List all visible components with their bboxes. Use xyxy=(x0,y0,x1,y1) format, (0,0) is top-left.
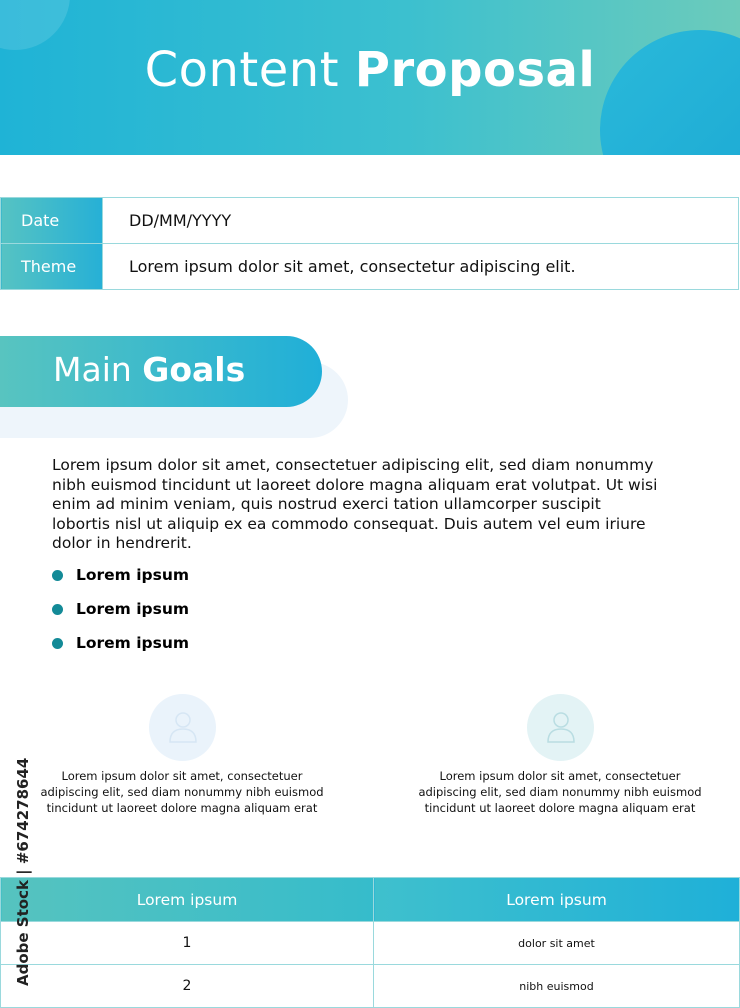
title-bold: Proposal xyxy=(354,42,596,98)
bullet-dot-icon xyxy=(52,604,63,615)
section-title-bold: Goals xyxy=(142,350,246,389)
user-icon xyxy=(168,710,198,744)
bullet-dot-icon xyxy=(52,570,63,581)
stock-id-watermark xyxy=(12,757,34,990)
column-header: Lorem ipsum xyxy=(1,878,374,922)
info-table xyxy=(0,197,739,290)
section-title-light: Main xyxy=(53,350,132,389)
table-row xyxy=(1,965,740,1008)
list-item xyxy=(52,631,189,665)
theme-value: Lorem ipsum dolor sit amet, consectetur adipiscing elit. xyxy=(103,244,739,290)
card-text: Lorem ipsum dolor sit amet, consectetuer adipiscing elit, sed diam nonummy nibh euismod tincidunt ut laoreet dolore magna aliquam erat xyxy=(418,769,702,815)
bullet-dot-icon xyxy=(52,638,63,649)
table-cell: 1 xyxy=(1,922,374,965)
list-item xyxy=(52,597,189,631)
table-cell: nibh euismod xyxy=(374,965,740,1008)
list-item-label: Lorem ipsum xyxy=(76,600,190,618)
goals-bullet-list xyxy=(52,563,189,665)
data-table xyxy=(0,877,740,1008)
date-label: Date xyxy=(1,198,103,244)
table-header-row xyxy=(1,878,740,922)
list-item xyxy=(52,563,189,597)
stock-id-text: Adobe Stock | #674278644 xyxy=(14,757,32,986)
column-header: Lorem ipsum xyxy=(374,878,740,922)
list-item-label: Lorem ipsum xyxy=(76,634,190,652)
avatar xyxy=(527,694,594,761)
section-title xyxy=(53,350,245,389)
user-icon xyxy=(546,710,576,744)
page-title xyxy=(0,42,740,98)
goals-paragraph: Lorem ipsum dolor sit amet, consectetuer adipiscing elit, sed diam nonummy nibh euismod tincidunt ut laoreet dolore magna aliquam erat volutpat. Ut wisi enim ad minim veniam, quis nostrud exerci tation ullamcorper suscipit lobortis nisl ut aliquip ex ea commodo consequat. Duis autem vel eum iriure dolor in hendrerit. xyxy=(52,456,658,552)
theme-label: Theme xyxy=(1,244,103,290)
date-value: DD/MM/YYYY xyxy=(103,198,739,244)
table-row xyxy=(1,922,740,965)
info-row-date xyxy=(1,198,739,244)
header-banner xyxy=(0,0,740,155)
avatar xyxy=(149,694,216,761)
info-card-right xyxy=(410,694,710,816)
card-text: Lorem ipsum dolor sit amet, consectetuer adipiscing elit, sed diam nonummy nibh euismod tincidunt ut laoreet dolore magna aliquam erat xyxy=(40,769,324,815)
table-cell: dolor sit amet xyxy=(374,922,740,965)
list-item-label: Lorem ipsum xyxy=(76,566,190,584)
info-card-left xyxy=(32,694,332,816)
info-row-theme xyxy=(1,244,739,290)
table-cell: 2 xyxy=(1,965,374,1008)
section-heading-pill xyxy=(0,336,322,407)
title-light: Content xyxy=(144,42,340,98)
